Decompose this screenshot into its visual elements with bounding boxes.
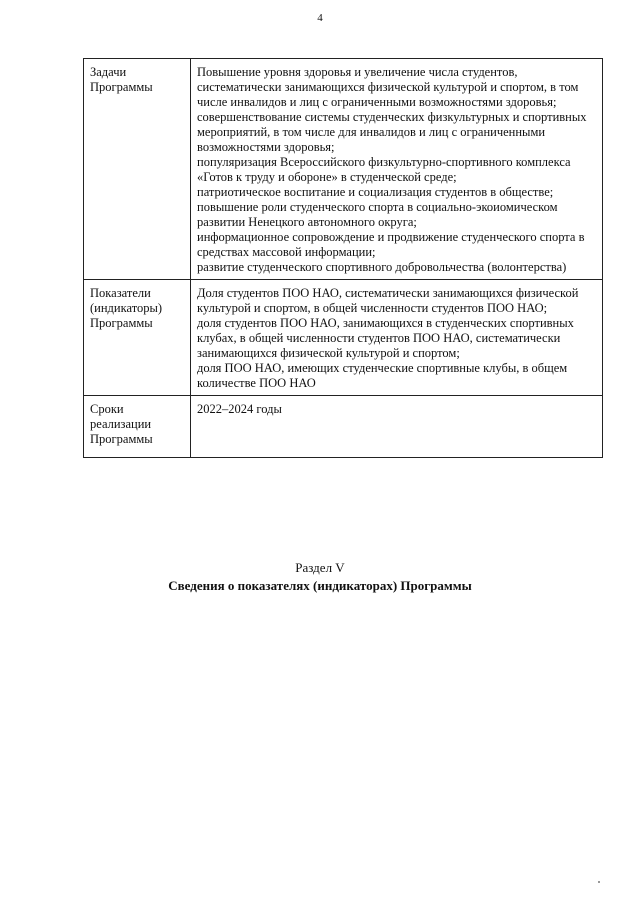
section-title: Сведения о показателях (индикаторах) Программы	[168, 578, 472, 593]
indicator-item: доля ПОО НАО, имеющих студенческие спортивные клубы, в общем количестве ПОО НАО	[197, 361, 568, 390]
row-label-tasks: Задачи Программы	[84, 59, 191, 280]
section-number: Раздел V	[295, 560, 345, 575]
scan-speck	[598, 881, 600, 883]
row-content-tasks	[191, 59, 603, 280]
task-item: Повышение уровня здоровья и увеличение числа студентов, систематически занимающихся физической культурой и спортом, в том числе инвалидов и лиц с ограниченными возможностями здоровья;	[197, 65, 579, 109]
task-item: патриотическое воспитание и социализация студентов в обществе;	[197, 185, 554, 199]
indicator-item: Доля студентов ПОО НАО, систематически занимающихся физической культурой и спортом, в общей численности студентов ПОО НАО;	[197, 286, 579, 315]
task-item: информационное сопровождение и продвижение студенческого спорта в средствах массовой информации;	[197, 230, 585, 259]
page-number: 4	[317, 12, 323, 24]
table-row-tasks	[84, 59, 603, 280]
row-label-timeline: Сроки реализации Программы	[84, 396, 191, 458]
task-item: развитие студенческого спортивного добровольчества (волонтерства)	[197, 260, 567, 274]
task-item: популяризация Всероссийского физкультурно-спортивного комплекса «Готов к труду и обороне» в студенческой среде;	[197, 155, 571, 184]
row-label-indicators: Показатели (индикаторы) Программы	[84, 280, 191, 396]
row-content-indicators	[191, 280, 603, 396]
row-content-timeline	[191, 396, 603, 458]
table-row-indicators	[84, 280, 603, 396]
task-item: повышение роли студенческого спорта в социально-экоиомическом развитии Ненецкого автономного округа;	[197, 200, 558, 229]
table-row-timeline	[84, 396, 603, 458]
task-item: совершенствование системы студенческих физкультурных и спортивных мероприятий, в том числе для инвалидов и лиц с ограниченными возможностями здоровья;	[197, 110, 587, 154]
program-passport-table	[83, 58, 603, 458]
timeline-value: 2022–2024 годы	[197, 402, 282, 416]
indicator-item: доля студентов ПОО НАО, занимающихся в студенческих спортивных клубах, в общей численности студентов ПОО НАО, систематически занимающихся физической культурой и спортом;	[197, 316, 574, 360]
